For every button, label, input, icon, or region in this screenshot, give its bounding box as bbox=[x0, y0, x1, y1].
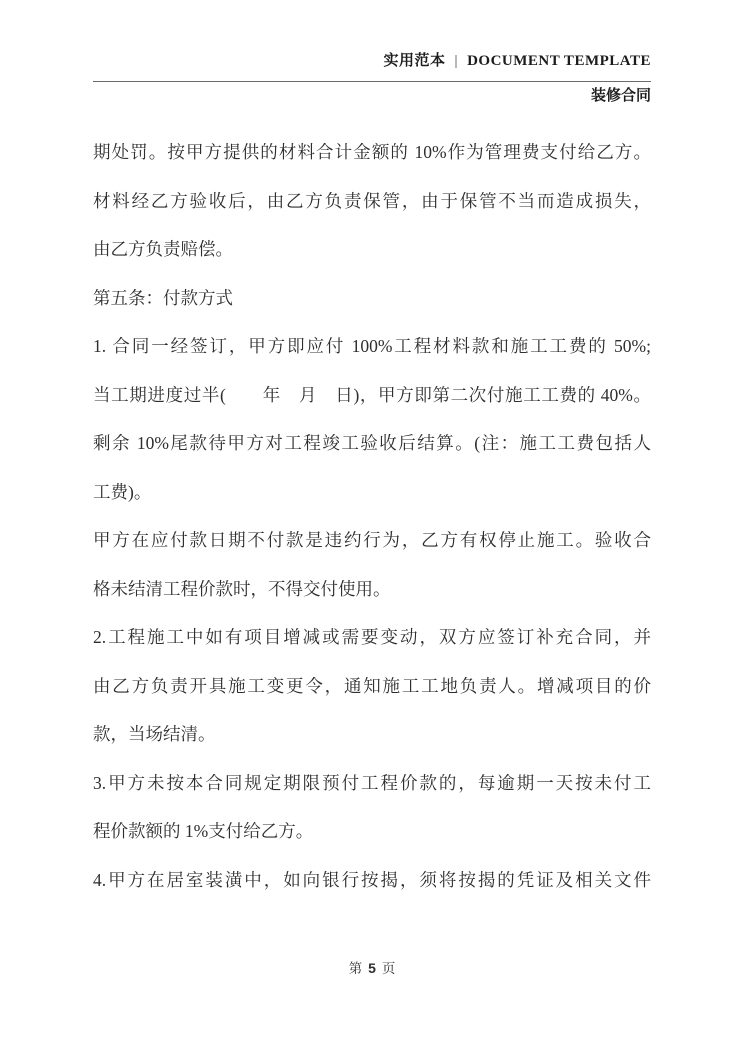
letterhead-separator: | bbox=[454, 53, 459, 69]
letterhead-brand-en: DOCUMENT TEMPLATE bbox=[467, 53, 651, 69]
footer-page-suffix: 页 bbox=[381, 961, 396, 976]
body-line: 程价款额的 1%支付给乙方。 bbox=[93, 821, 314, 841]
body-line: 1. 合同一经签订，甲方即应付 100%工程材料款和施工工费的 50%; bbox=[93, 336, 651, 356]
page-header bbox=[93, 50, 651, 106]
body-line: 格未结清工程价款时，不得交付使用。 bbox=[93, 578, 391, 599]
header-divider-rule bbox=[93, 81, 651, 82]
body-line: 甲方在应付款日期不付款是违约行为，乙方有权停止施工。验收合 bbox=[93, 530, 651, 550]
body-line: 材料经乙方验收后，由乙方负责保管，由于保管不当而造成损失， bbox=[93, 190, 651, 211]
body-line: 3.甲方未按本合同规定期限预付工程价款的，每逾期一天按未付工 bbox=[93, 772, 651, 793]
contract-body bbox=[93, 128, 651, 904]
document-title: 装修合同 bbox=[590, 88, 651, 104]
body-line: 由乙方负责赔偿。 bbox=[93, 239, 233, 259]
body-line: 当工期进度过半( 年 月 日)，甲方即第二次付施工工费的 40%。 bbox=[93, 384, 651, 405]
body-line: 2.工程施工中如有项目增减或需要变动，双方应签订补充合同，并 bbox=[93, 627, 651, 647]
letterhead bbox=[93, 50, 651, 72]
body-line: 期处罚。按甲方提供的材料合计金额的 10%作为管理费支付给乙方。 bbox=[93, 142, 651, 162]
body-line: 工费)。 bbox=[93, 481, 152, 502]
letterhead-brand-cn: 实用范本 bbox=[383, 53, 446, 69]
body-line: 由乙方负责开具施工变更令，通知施工工地负责人。增减项目的价 bbox=[93, 675, 651, 696]
page-footer bbox=[0, 956, 744, 981]
body-line: 4.甲方在居室装潢中，如向银行按揭，须将按揭的凭证及相关文件 bbox=[93, 869, 651, 890]
clause-heading: 第五条：付款方式 bbox=[93, 287, 233, 308]
footer-page-prefix: 第 bbox=[348, 961, 363, 976]
body-line: 剩余 10%尾款待甲方对工程竣工验收后结算。(注：施工工费包括人 bbox=[93, 433, 651, 453]
body-line: 款，当场结清。 bbox=[93, 724, 216, 744]
footer-page-number: 5 bbox=[368, 960, 376, 976]
